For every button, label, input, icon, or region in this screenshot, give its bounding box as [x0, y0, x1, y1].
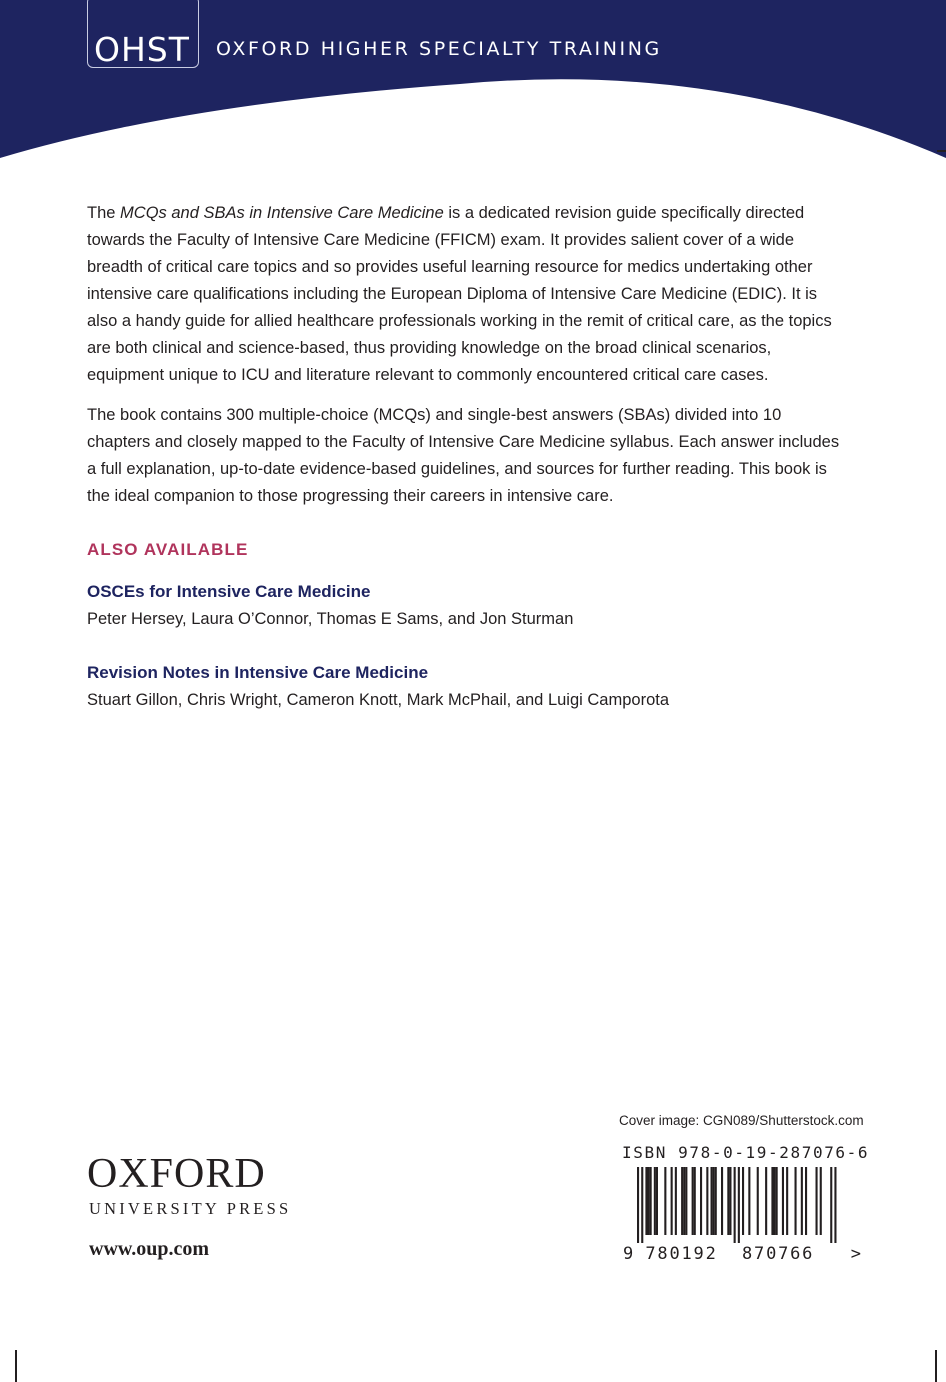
barcode-bar — [820, 1167, 822, 1235]
barcode-bar — [816, 1167, 818, 1235]
barcode-bar — [637, 1167, 639, 1243]
barcode-bar — [738, 1167, 740, 1243]
barcode-bar — [645, 1167, 647, 1235]
barcode-bar — [664, 1167, 666, 1235]
barcode-bar — [805, 1167, 807, 1235]
barcode-bar — [734, 1167, 736, 1243]
also-available-heading: ALSO AVAILABLE — [87, 540, 249, 559]
barcode-bar — [771, 1167, 773, 1235]
barcode-bar — [742, 1167, 744, 1235]
barcode-bar — [715, 1167, 717, 1235]
barcode-bar — [830, 1167, 832, 1243]
barcode-bar — [834, 1167, 836, 1243]
barcode-bar — [648, 1167, 650, 1235]
isbn-barcode — [619, 1165, 869, 1265]
related-book — [87, 661, 669, 715]
publisher-logo: OXFORD — [87, 1151, 266, 1197]
related-book-title: Revision Notes in Intensive Care Medicine — [87, 663, 429, 682]
barcode-digits: 780192 — [645, 1244, 718, 1264]
barcode-bar — [706, 1167, 708, 1235]
crop-mark — [937, 150, 946, 152]
barcode-bar — [721, 1167, 723, 1235]
barcode-bar — [675, 1167, 677, 1235]
barcode-bar — [700, 1167, 702, 1235]
barcode-bar — [683, 1167, 685, 1235]
barcode-bar — [711, 1167, 713, 1235]
barcode-bar — [776, 1167, 778, 1235]
description — [87, 200, 847, 523]
book-title-inline: MCQs and SBAs in Intensive Care Medicine — [120, 204, 444, 222]
barcode-bar — [727, 1167, 729, 1235]
barcode-bar — [748, 1167, 750, 1235]
ohst-logo: OHST — [94, 30, 190, 69]
barcode-digits: > — [850, 1244, 863, 1264]
publisher-subname: UNIVERSITY PRESS — [89, 1199, 292, 1218]
crop-mark — [15, 1350, 17, 1382]
publisher-website-link[interactable]: www.oup.com — [89, 1238, 210, 1260]
series-title: OXFORD HIGHER SPECIALTY TRAINING — [216, 38, 662, 60]
barcode-bar — [671, 1167, 673, 1235]
related-book — [87, 580, 573, 634]
barcode-bar — [774, 1167, 776, 1235]
description-paragraph-1: The MCQs and SBAs in Intensive Care Medicine is a dedicated revision guide specifically directed towards the Faculty of Intensive Care Medicine (FFICM) exam. It provides salient cover of a wide breadth of critical care topics and so provides useful learning resource for medics undertaking other intensive care qualifications including the European Diploma of Intensive Care Medicine (EDIC). It is also a handy guide for allied healthcare professionals working in the remit of critical care, as the topics are both clinical and science-based, thus providing knowledge on the broad clinical scenarios, equipment unique to ICU and literature relevant to commonly encountered critical care cases. — [87, 204, 832, 384]
barcode-bar — [681, 1167, 683, 1235]
barcode-bar — [786, 1167, 788, 1235]
barcode-bar — [654, 1167, 656, 1235]
barcode-digits: 870766 — [742, 1244, 815, 1264]
barcode-bar — [650, 1167, 652, 1235]
barcode-bar — [729, 1167, 731, 1235]
barcode-bar — [757, 1167, 759, 1235]
crop-mark — [935, 1350, 937, 1382]
isbn-label: ISBN 978-0-19-287076-6 — [622, 1143, 870, 1162]
related-book-authors: Peter Hersey, Laura O’Connor, Thomas E Sams, and Jon Sturman — [87, 610, 574, 628]
description-paragraph-2: The book contains 300 multiple-choice (MCQs) and single-best answers (SBAs) divided into 10 chapters and closely mapped to the Faculty of Intensive Care Medicine syllabus. Each answer includes a full explanation, up-to-date evidence-based guidelines, and sources for further reading. This book is the ideal companion to those progressing their careers in intensive care. — [87, 406, 840, 505]
barcode-bar — [801, 1167, 803, 1235]
barcode-bar — [765, 1167, 767, 1235]
barcode-bar — [713, 1167, 715, 1235]
barcode-bar — [641, 1167, 643, 1243]
barcode-bar — [656, 1167, 658, 1235]
related-book-title: OSCEs for Intensive Care Medicine — [87, 582, 371, 601]
related-book-authors: Stuart Gillon, Chris Wright, Cameron Knott, Mark McPhail, and Luigi Camporota — [87, 691, 670, 709]
barcode-bar — [692, 1167, 694, 1235]
barcode-bar — [795, 1167, 797, 1235]
barcode-bar — [685, 1167, 687, 1235]
barcode-bar — [782, 1167, 784, 1235]
barcode-bar — [694, 1167, 696, 1235]
barcode-digits: 9 — [623, 1244, 636, 1264]
cover-image-credit: Cover image: CGN089/Shutterstock.com — [619, 1113, 864, 1128]
